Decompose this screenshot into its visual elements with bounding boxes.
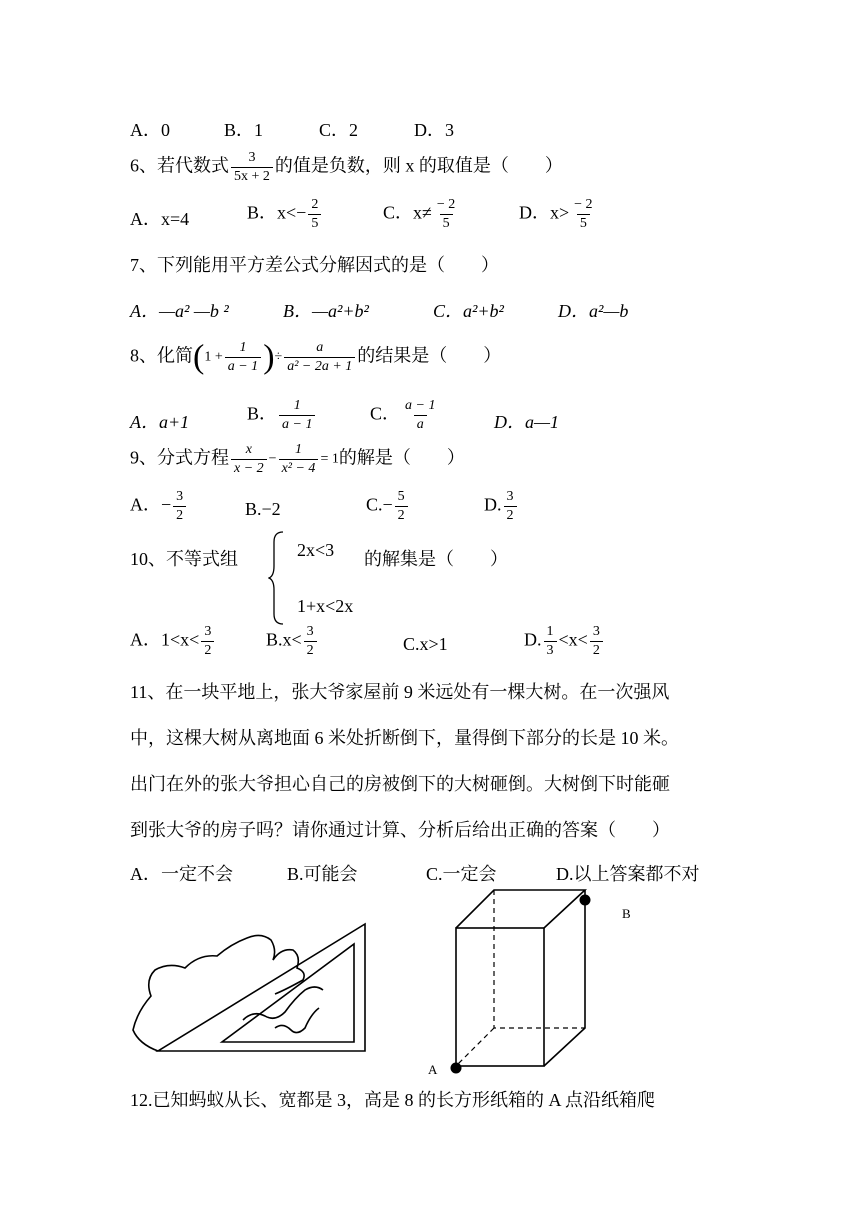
- q11-line-4: 到张大爷的房子吗？请你通过计算、分析后给出正确的答案（ ）: [130, 820, 670, 840]
- q10-option-c: C.x>1: [403, 634, 448, 654]
- q5-option-c: C．2: [319, 120, 359, 140]
- figure-label-b: B: [622, 906, 631, 921]
- q6-option-a: A．x=4: [130, 209, 190, 229]
- q10-option-d: D. $\frac{1}{3}$ <x< $\frac{3}{2}$: [524, 624, 605, 659]
- q11-line-1: 11、在一块平地上，张大爷家屋前 9 米远处有一棵大树。在一次强风: [130, 682, 670, 702]
- q6-stem: 6、若代数式 $\frac{3}{5x + 2}$ 的值是负数，则 x 的取值是（ ）: [130, 150, 563, 185]
- q5-option-b: B．1: [224, 120, 264, 140]
- q11-option-b: B.可能会: [287, 864, 358, 884]
- q8-option-d: D．a—1: [494, 412, 560, 432]
- figure-label-a: A: [428, 1062, 438, 1077]
- q9-option-a: A．− $\frac{3}{2}$: [130, 489, 188, 524]
- q8-option-b: B． $\frac{1}{a - 1}$: [247, 398, 317, 433]
- q11-line-2: 中，这棵大树从离地面 6 米处折断倒下，量得倒下部分的长是 10 米。: [130, 728, 679, 748]
- q7-option-c: C．a²+b²: [433, 301, 504, 321]
- q10-inequality-2: 1+x<2x: [297, 596, 354, 616]
- q10-inequality-1: 2x<3: [297, 540, 335, 560]
- q12-line-1: 12.已知蚂蚁从长、宽都是 3，高是 8 的长方形纸箱的 A 点沿纸箱爬: [130, 1090, 656, 1110]
- q7-option-a: A．—a² —b ²: [130, 301, 229, 321]
- q8-option-c: C． $\frac{a - 1}{a}$: [370, 398, 436, 433]
- q9-option-c: C.− $\frac{5}{2}$: [366, 489, 410, 524]
- q10-prefix: 10、不等式组: [130, 549, 238, 569]
- q5-option-a: A．0: [130, 120, 170, 140]
- q6-option-b: B．x<− $\frac{2}{5}$: [247, 197, 323, 232]
- q6-option-c: C．x≠ $\frac{- 2}{5}$: [383, 197, 456, 232]
- q5-option-d: D．3: [414, 120, 454, 140]
- q6-option-d: D．x> $\frac{- 2}{5}$: [519, 197, 593, 232]
- q10-brace: [268, 530, 288, 626]
- q11-option-c: C.一定会: [426, 864, 497, 884]
- q7-option-d: D．a²—b: [558, 301, 629, 321]
- q6-fraction: $\frac{3}{5x + 2}$: [231, 150, 273, 185]
- q10-option-a: A．1<x< $\frac{3}{2}$: [130, 624, 216, 659]
- q8-option-a: A．a+1: [130, 412, 190, 432]
- q7-stem: 7、下列能用平方差公式分解因式的是（ ）: [130, 255, 499, 275]
- q8-stem: 8、化简(1 + $\frac{1}{a - 1}$ )÷ $\frac{a}{\text{a² − 2a + 1}}$ 的结果是（ ）: [130, 338, 502, 376]
- q11-option-a: A．一定不会: [130, 864, 233, 884]
- q10-suffix: 的解集是（ ）: [364, 549, 508, 569]
- q11-option-d: D.以上答案都不对: [556, 864, 700, 884]
- fallen-tree-figure: [125, 918, 375, 1058]
- q9-option-d: D. $\frac{3}{2}$: [484, 489, 519, 524]
- q11-line-3: 出门在外的张大爷担心自己的房被倒下的大树砸倒。大树倒下时能砸: [130, 774, 670, 794]
- q9-option-b: B.−2: [245, 499, 281, 519]
- q7-option-b: B．—a²+b²: [283, 301, 369, 321]
- q9-stem: 9、分式方程 $\frac{x}{x - 2}$ − $\frac{1}{\text{x² − 4}}$ = 1的解是（ ）: [130, 442, 465, 477]
- q10-option-b: B.x< $\frac{3}{2}$: [266, 624, 319, 659]
